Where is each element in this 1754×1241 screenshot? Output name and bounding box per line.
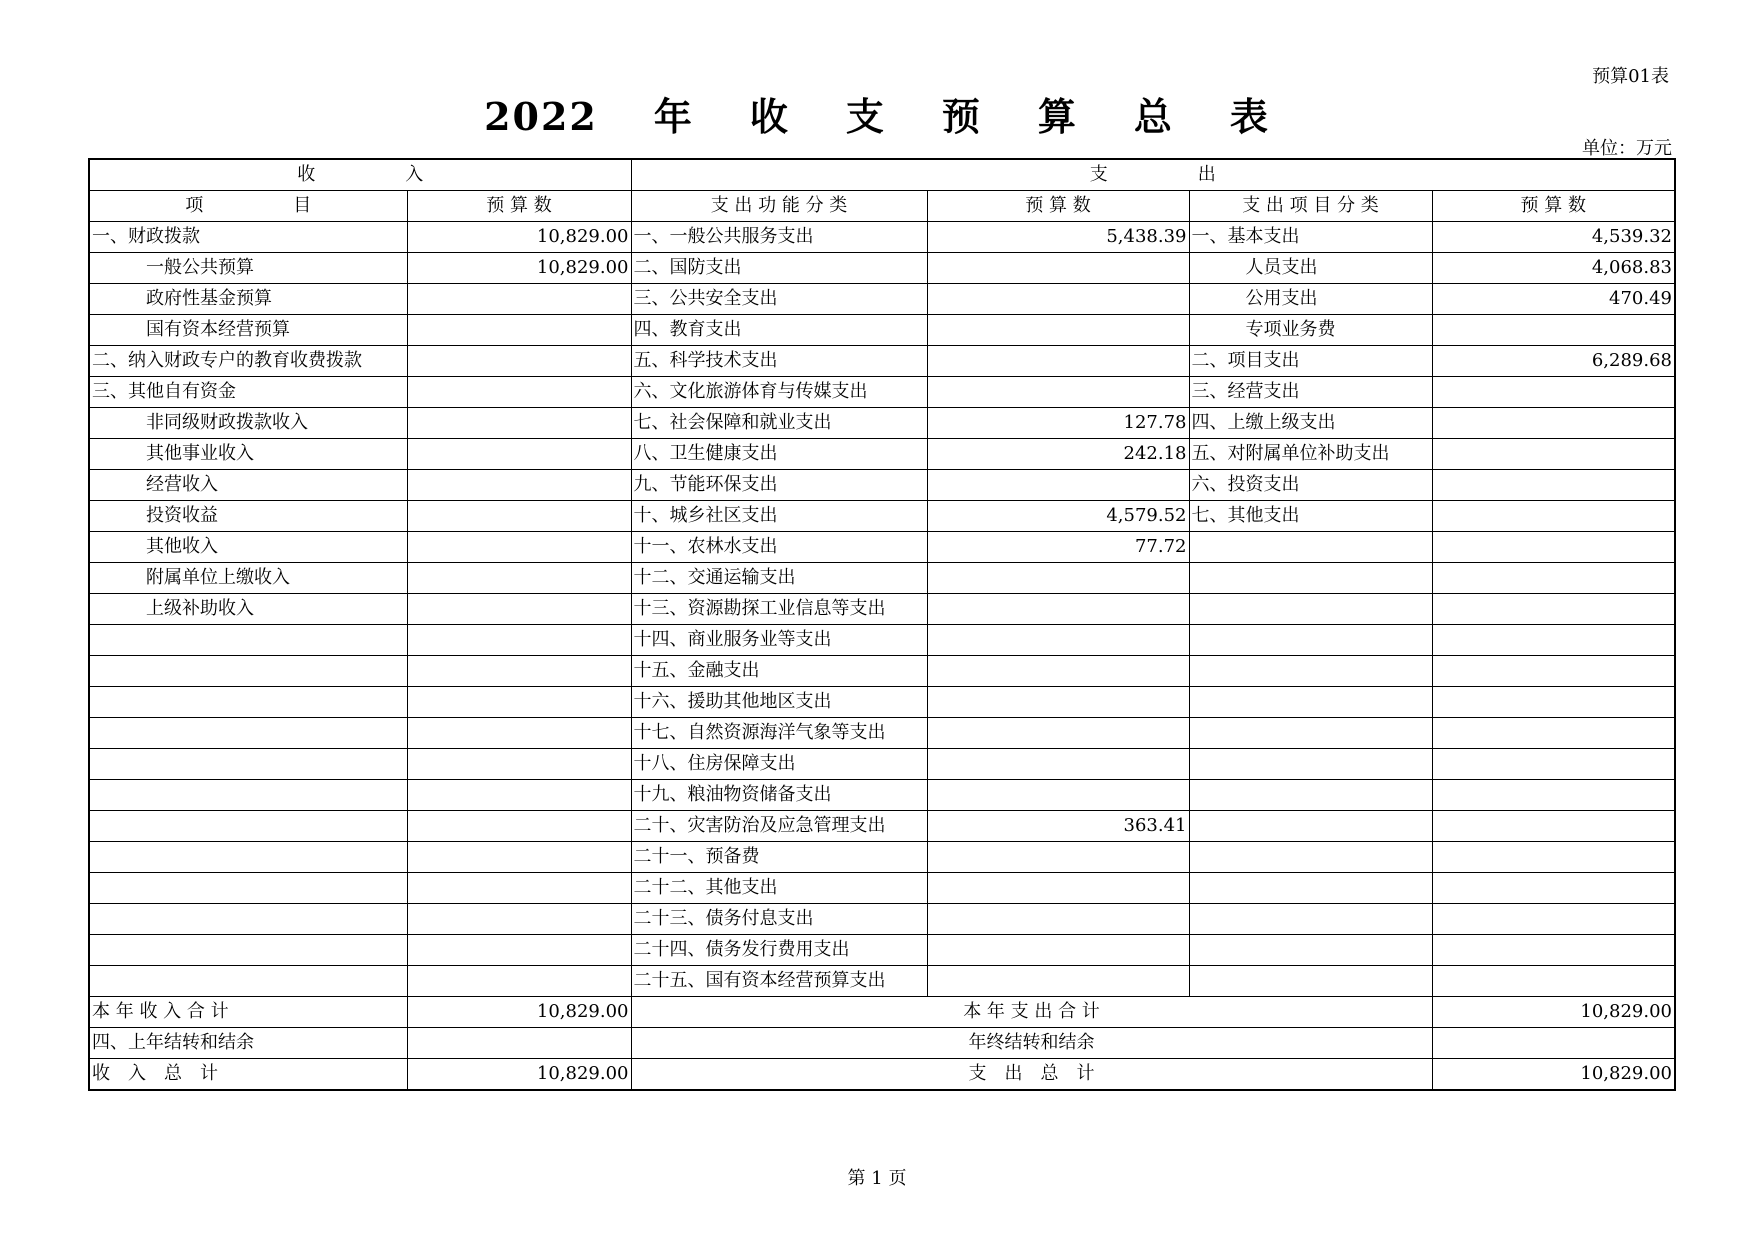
income-value	[407, 470, 631, 501]
project-item: 公用支出	[1189, 284, 1432, 315]
budget-header: 预 算 数	[407, 191, 631, 222]
project-value	[1432, 935, 1675, 966]
project-value	[1432, 780, 1675, 811]
total-income-value	[407, 1028, 631, 1059]
project-category-header: 支 出 项 目 分 类	[1189, 191, 1432, 222]
table-row	[89, 594, 1675, 625]
function-value	[927, 346, 1189, 377]
total-income-label: 收 入 总 计	[89, 1059, 407, 1091]
income-item: 投资收益	[89, 501, 407, 532]
total-expense-label: 支 出 总 计	[631, 1059, 1432, 1091]
project-value	[1432, 439, 1675, 470]
table-row	[89, 315, 1675, 346]
header-row-main	[89, 159, 1675, 191]
income-value	[407, 377, 631, 408]
total-income-value: 10,829.00	[407, 997, 631, 1028]
project-value	[1432, 563, 1675, 594]
title-part: 总	[1133, 94, 1174, 139]
income-item: 一、财政拨款	[89, 222, 407, 253]
project-item: 六、投资支出	[1189, 470, 1432, 501]
project-item	[1189, 811, 1432, 842]
expense-header: 支 出	[631, 159, 1675, 191]
project-item: 五、对附属单位补助支出	[1189, 439, 1432, 470]
table-row	[89, 842, 1675, 873]
project-item	[1189, 718, 1432, 749]
table-row	[89, 501, 1675, 532]
table-row	[89, 625, 1675, 656]
title-part: 年	[653, 94, 694, 139]
project-value	[1432, 873, 1675, 904]
total-row	[89, 997, 1675, 1028]
function-item: 十五、金融支出	[631, 656, 927, 687]
project-value	[1432, 408, 1675, 439]
title-part: 表	[1229, 94, 1270, 139]
income-value	[407, 625, 631, 656]
total-expense-value	[1432, 1028, 1675, 1059]
project-value	[1432, 625, 1675, 656]
income-value	[407, 346, 631, 377]
project-item	[1189, 563, 1432, 594]
function-value	[927, 873, 1189, 904]
function-value	[927, 749, 1189, 780]
income-item: 一般公共预算	[89, 253, 407, 284]
header-row-sub	[89, 191, 1675, 222]
project-item: 七、其他支出	[1189, 501, 1432, 532]
project-value	[1432, 687, 1675, 718]
table-row	[89, 966, 1675, 997]
income-value	[407, 935, 631, 966]
function-value	[927, 842, 1189, 873]
income-value	[407, 718, 631, 749]
income-item	[89, 656, 407, 687]
function-item: 四、教育支出	[631, 315, 927, 346]
income-item: 非同级财政拨款收入	[89, 408, 407, 439]
function-value	[927, 904, 1189, 935]
function-value	[927, 470, 1189, 501]
project-value	[1432, 718, 1675, 749]
project-value	[1432, 594, 1675, 625]
function-item: 五、科学技术支出	[631, 346, 927, 377]
income-value	[407, 532, 631, 563]
project-item	[1189, 749, 1432, 780]
income-item: 二、纳入财政专户的教育收费拨款	[89, 346, 407, 377]
function-value	[927, 625, 1189, 656]
function-value	[927, 563, 1189, 594]
function-category-header: 支 出 功 能 分 类	[631, 191, 927, 222]
income-item: 三、其他自有资金	[89, 377, 407, 408]
function-item: 十八、住房保障支出	[631, 749, 927, 780]
income-item	[89, 625, 407, 656]
income-value	[407, 315, 631, 346]
income-value	[407, 842, 631, 873]
function-item: 二十二、其他支出	[631, 873, 927, 904]
project-value: 4,539.32	[1432, 222, 1675, 253]
project-item	[1189, 935, 1432, 966]
income-value: 10,829.00	[407, 222, 631, 253]
project-value: 470.49	[1432, 284, 1675, 315]
total-row	[89, 1059, 1675, 1091]
function-item: 十七、自然资源海洋气象等支出	[631, 718, 927, 749]
title-part: 收	[749, 94, 790, 139]
income-value	[407, 408, 631, 439]
project-item	[1189, 687, 1432, 718]
function-value	[927, 656, 1189, 687]
function-item: 二十四、债务发行费用支出	[631, 935, 927, 966]
total-row	[89, 1028, 1675, 1059]
income-value	[407, 811, 631, 842]
project-item	[1189, 780, 1432, 811]
table-row	[89, 811, 1675, 842]
table-row	[89, 935, 1675, 966]
title-part: 支	[845, 94, 886, 139]
project-item: 三、经营支出	[1189, 377, 1432, 408]
income-item: 附属单位上缴收入	[89, 563, 407, 594]
function-item: 七、社会保障和就业支出	[631, 408, 927, 439]
income-value	[407, 656, 631, 687]
total-expense-value: 10,829.00	[1432, 997, 1675, 1028]
function-value	[927, 687, 1189, 718]
project-value	[1432, 656, 1675, 687]
function-value	[927, 966, 1189, 997]
total-expense-value: 10,829.00	[1432, 1059, 1675, 1091]
income-item	[89, 873, 407, 904]
function-value	[927, 315, 1189, 346]
income-item	[89, 718, 407, 749]
income-value	[407, 501, 631, 532]
unit-label: 单位：万元	[1582, 138, 1672, 159]
function-value	[927, 377, 1189, 408]
project-value	[1432, 904, 1675, 935]
project-item	[1189, 904, 1432, 935]
project-value	[1432, 842, 1675, 873]
function-value: 77.72	[927, 532, 1189, 563]
function-value: 5,438.39	[927, 222, 1189, 253]
total-income-label: 四、上年结转和结余	[89, 1028, 407, 1059]
project-value	[1432, 532, 1675, 563]
income-item: 国有资本经营预算	[89, 315, 407, 346]
income-value	[407, 749, 631, 780]
function-item: 九、节能环保支出	[631, 470, 927, 501]
table-row	[89, 687, 1675, 718]
item-header: 项 目	[89, 191, 407, 222]
table-row	[89, 532, 1675, 563]
table-row	[89, 873, 1675, 904]
table-row	[89, 439, 1675, 470]
function-item: 六、文化旅游体育与传媒支出	[631, 377, 927, 408]
income-item	[89, 811, 407, 842]
income-value	[407, 966, 631, 997]
function-value	[927, 718, 1189, 749]
function-item: 十、城乡社区支出	[631, 501, 927, 532]
project-item: 人员支出	[1189, 253, 1432, 284]
income-item: 经营收入	[89, 470, 407, 501]
project-value	[1432, 315, 1675, 346]
function-item: 二十、灾害防治及应急管理支出	[631, 811, 927, 842]
table-row	[89, 749, 1675, 780]
function-item: 十四、商业服务业等支出	[631, 625, 927, 656]
function-item: 二十三、债务付息支出	[631, 904, 927, 935]
project-value	[1432, 470, 1675, 501]
income-item	[89, 842, 407, 873]
project-item	[1189, 532, 1432, 563]
project-value: 6,289.68	[1432, 346, 1675, 377]
income-item: 上级补助收入	[89, 594, 407, 625]
income-item: 政府性基金预算	[89, 284, 407, 315]
income-value	[407, 687, 631, 718]
income-value	[407, 563, 631, 594]
table-row	[89, 656, 1675, 687]
function-value: 4,579.52	[927, 501, 1189, 532]
function-value	[927, 780, 1189, 811]
budget-table	[88, 158, 1676, 1091]
function-item: 二十一、预备费	[631, 842, 927, 873]
income-header: 收 入	[89, 159, 631, 191]
page-title	[0, 86, 1754, 141]
project-item	[1189, 594, 1432, 625]
table-row	[89, 563, 1675, 594]
income-value	[407, 904, 631, 935]
function-item: 十一、农林水支出	[631, 532, 927, 563]
project-item: 四、上缴上级支出	[1189, 408, 1432, 439]
budget-header: 预 算 数	[927, 191, 1189, 222]
project-item: 专项业务费	[1189, 315, 1432, 346]
function-value	[927, 253, 1189, 284]
income-item	[89, 935, 407, 966]
income-item	[89, 904, 407, 935]
project-value	[1432, 377, 1675, 408]
table-row	[89, 346, 1675, 377]
form-number: 预算01表	[1592, 66, 1669, 87]
project-item	[1189, 873, 1432, 904]
function-item: 十三、资源勘探工业信息等支出	[631, 594, 927, 625]
project-item	[1189, 625, 1432, 656]
table-row	[89, 408, 1675, 439]
project-item	[1189, 842, 1432, 873]
project-item: 一、基本支出	[1189, 222, 1432, 253]
function-item: 十二、交通运输支出	[631, 563, 927, 594]
function-value	[927, 284, 1189, 315]
project-item: 二、项目支出	[1189, 346, 1432, 377]
title-part: 2022	[484, 94, 598, 139]
total-expense-label: 年终结转和结余	[631, 1028, 1432, 1059]
table-row	[89, 222, 1675, 253]
income-value	[407, 873, 631, 904]
function-value	[927, 594, 1189, 625]
table-row	[89, 284, 1675, 315]
income-item: 其他收入	[89, 532, 407, 563]
income-value	[407, 594, 631, 625]
project-value: 4,068.83	[1432, 253, 1675, 284]
function-value: 363.41	[927, 811, 1189, 842]
budget-header: 预 算 数	[1432, 191, 1675, 222]
income-item	[89, 966, 407, 997]
title-part: 算	[1037, 94, 1078, 139]
function-item: 二十五、国有资本经营预算支出	[631, 966, 927, 997]
income-value	[407, 780, 631, 811]
project-value	[1432, 749, 1675, 780]
total-income-label: 本 年 收 入 合 计	[89, 997, 407, 1028]
project-value	[1432, 811, 1675, 842]
project-item	[1189, 966, 1432, 997]
function-item: 十六、援助其他地区支出	[631, 687, 927, 718]
income-item	[89, 749, 407, 780]
function-item: 二、国防支出	[631, 253, 927, 284]
income-value: 10,829.00	[407, 253, 631, 284]
function-value: 242.18	[927, 439, 1189, 470]
table-row	[89, 718, 1675, 749]
project-value	[1432, 966, 1675, 997]
function-value	[927, 935, 1189, 966]
table-row	[89, 904, 1675, 935]
income-item	[89, 780, 407, 811]
function-item: 十九、粮油物资储备支出	[631, 780, 927, 811]
table-row	[89, 253, 1675, 284]
function-item: 三、公共安全支出	[631, 284, 927, 315]
table-row	[89, 780, 1675, 811]
total-income-value: 10,829.00	[407, 1059, 631, 1091]
page-number: 第 1 页	[847, 1168, 907, 1189]
total-expense-label: 本 年 支 出 合 计	[631, 997, 1432, 1028]
function-item: 八、卫生健康支出	[631, 439, 927, 470]
function-value: 127.78	[927, 408, 1189, 439]
income-value	[407, 439, 631, 470]
table-row	[89, 470, 1675, 501]
income-item: 其他事业收入	[89, 439, 407, 470]
project-value	[1432, 501, 1675, 532]
title-part: 预	[941, 94, 982, 139]
function-item: 一、一般公共服务支出	[631, 222, 927, 253]
project-item	[1189, 656, 1432, 687]
income-value	[407, 284, 631, 315]
table-row	[89, 377, 1675, 408]
income-item	[89, 687, 407, 718]
